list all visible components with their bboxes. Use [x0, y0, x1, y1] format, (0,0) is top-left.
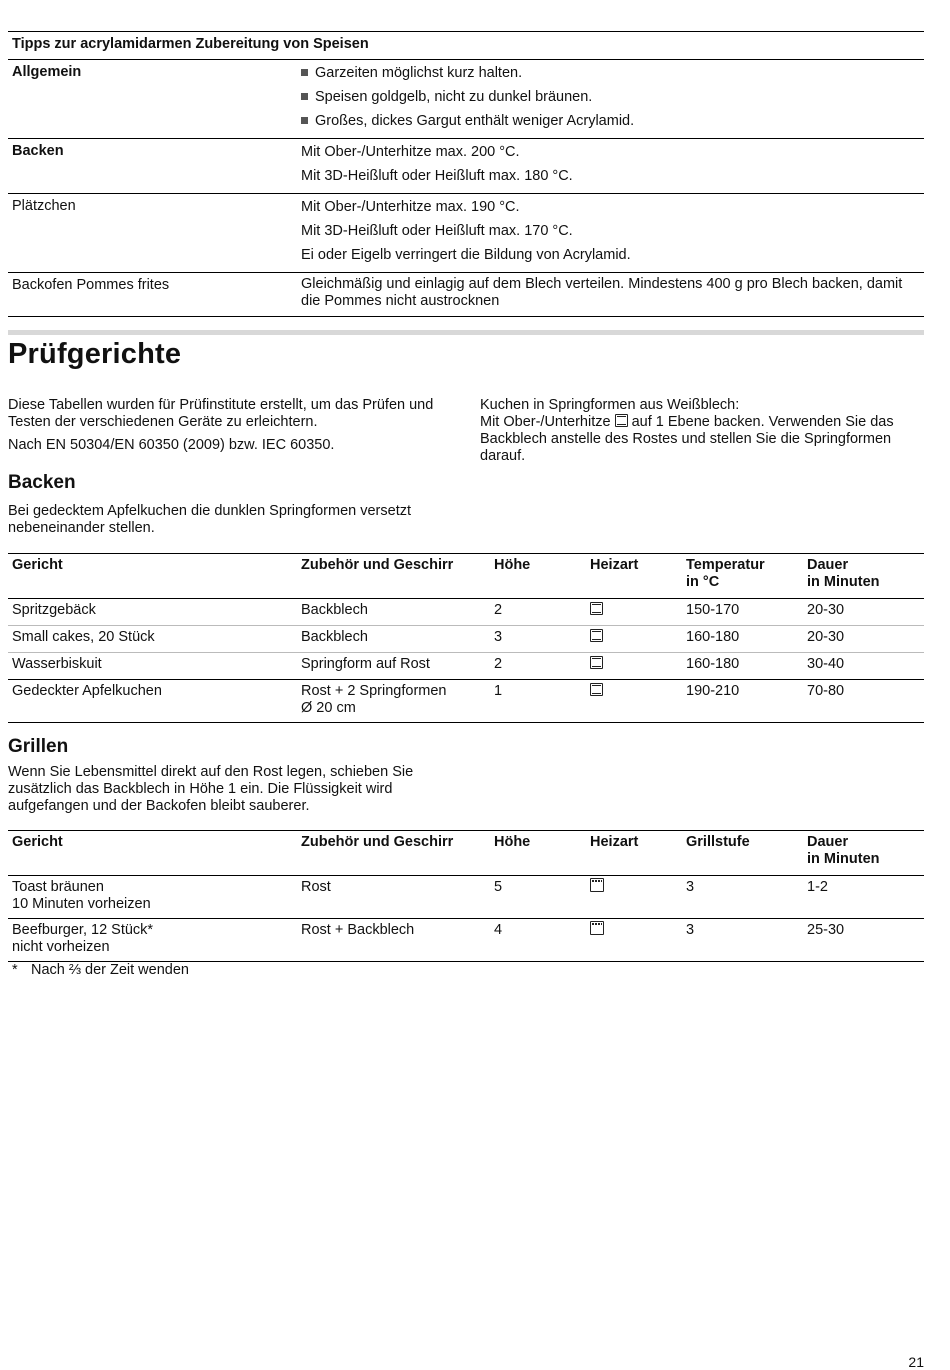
tips-line: Gleichmäßig und einlagig auf dem Blech verteilen. Mindestens 400 g pro Blech backen, damit die Pommes nicht austrocknen — [301, 276, 903, 309]
table-row — [8, 653, 924, 680]
backen-table — [8, 553, 924, 723]
grill-icon — [590, 921, 604, 935]
dish-cell: Beefburger, 12 Stück* nicht vorheizen — [12, 922, 154, 955]
column-header: Dauer in Minuten — [807, 834, 880, 867]
duration-cell: 30-40 — [807, 656, 845, 672]
springform-note-title: Kuchen in Springformen aus Weißblech: — [480, 397, 740, 413]
top-bottom-heat-icon — [590, 629, 603, 642]
intro-left-column — [8, 397, 458, 460]
column-header: Gericht — [12, 834, 63, 850]
duration-cell: 1-2 — [807, 879, 828, 895]
springform-note-body — [480, 414, 924, 465]
level-cell: 4 — [494, 922, 503, 938]
level-cell: 2 — [494, 602, 503, 618]
springform-note-part: Mit Ober-/Unterhitze — [480, 414, 611, 430]
top-bottom-heat-icon — [590, 602, 603, 615]
square-bullet-icon — [301, 93, 308, 100]
level-cell: 2 — [494, 656, 503, 672]
tips-line: Mit Ober-/Unterhitze max. 190 °C. — [301, 199, 520, 215]
table-row — [8, 680, 924, 722]
column-header: Temperatur in °C — [686, 557, 765, 590]
grill-level-cell: 3 — [686, 879, 695, 895]
column-header: Gericht — [12, 557, 63, 573]
tips-line: Mit 3D-Heißluft oder Heißluft max. 180 °C. — [301, 168, 573, 184]
table-header-row — [8, 554, 924, 599]
page-number: 21 — [908, 1354, 924, 1370]
footnote — [12, 962, 189, 979]
table-header-row — [8, 831, 924, 876]
column-header: Grillstufe — [686, 834, 750, 850]
heat-type-cell — [586, 919, 682, 961]
tips-table-title: Tipps zur acrylamidarmen Zubereitung von Speisen — [8, 32, 924, 60]
level-cell: 5 — [494, 879, 503, 895]
dish-cell: Wasserbiskuit — [12, 656, 102, 672]
column-header: Dauer in Minuten — [807, 557, 880, 590]
section-title: Prüfgerichte — [8, 338, 182, 370]
tips-row-label: Allgemein — [12, 64, 82, 80]
column-header: Heizart — [590, 834, 639, 850]
tips-line: Mit Ober-/Unterhitze max. 200 °C. — [301, 144, 520, 160]
tips-line: Mit 3D-Heißluft oder Heißluft max. 170 °C. — [301, 223, 573, 239]
heat-type-cell — [586, 653, 682, 679]
table-row — [8, 919, 924, 961]
tips-row-plaetzchen — [8, 194, 924, 273]
section-divider — [8, 330, 924, 335]
duration-cell: 25-30 — [807, 922, 845, 938]
temperature-cell: 160-180 — [686, 629, 740, 645]
footnote-mark: * — [12, 962, 18, 978]
intro-paragraph: Nach EN 50304/EN 60350 (2009) bzw. IEC 60350. — [8, 437, 335, 453]
square-bullet-icon — [301, 117, 308, 124]
column-header: Heizart — [590, 557, 639, 573]
column-header: Zubehör und Geschirr — [301, 557, 454, 573]
grillen-table — [8, 830, 924, 962]
tips-line: Großes, dickes Gargut enthält weniger Acrylamid. — [315, 113, 635, 129]
heat-type-cell — [586, 680, 682, 722]
dish-cell: Spritzgebäck — [12, 602, 96, 618]
tips-line: Garzeiten möglichst kurz halten. — [315, 65, 523, 81]
accessory-cell: Rost + Backblech — [301, 922, 415, 938]
column-header: Zubehör und Geschirr — [301, 834, 454, 850]
square-bullet-icon — [301, 69, 308, 76]
tips-row-label: Backen — [12, 143, 64, 159]
temperature-cell: 160-180 — [686, 656, 740, 672]
table-row — [8, 599, 924, 626]
level-cell: 3 — [494, 629, 503, 645]
intro-paragraph: Diese Tabellen wurden für Prüfinstitute erstellt, um das Prüfen und Testen der verschiedenen Geräte zu erleichtern. — [8, 397, 434, 430]
grill-icon — [590, 878, 604, 892]
intro-right-column — [480, 397, 924, 465]
temperature-cell: 150-170 — [686, 602, 740, 618]
top-bottom-heat-icon — [590, 656, 603, 669]
backen-text: Bei gedecktem Apfelkuchen die dunklen Springformen versetzt nebeneinander stellen. — [8, 503, 412, 536]
accessory-cell: Rost + 2 Springformen Ø 20 cm — [301, 683, 447, 716]
duration-cell: 70-80 — [807, 683, 845, 699]
tips-line: Speisen goldgelb, nicht zu dunkel bräunen. — [315, 89, 593, 105]
grillen-text: Wenn Sie Lebensmittel direkt auf den Rost legen, schieben Sie zusätzlich das Backblech in Höhe 1 ein. Die Flüssigkeit wird aufgefangen und der Backofen bleibt sauberer. — [8, 764, 414, 814]
grillen-heading: Grillen — [8, 736, 69, 757]
column-header: Höhe — [494, 834, 531, 850]
column-header: Höhe — [494, 557, 531, 573]
tips-row-allgemein — [8, 60, 924, 139]
temperature-cell: 190-210 — [686, 683, 740, 699]
tips-row-backen — [8, 139, 924, 194]
accessory-cell: Backblech — [301, 629, 368, 645]
tips-line: Ei oder Eigelb verringert die Bildung von Acrylamid. — [301, 247, 631, 263]
accessory-cell: Rost — [301, 879, 331, 895]
table-row — [8, 876, 924, 919]
tips-row-label: Backofen Pommes frites — [12, 277, 170, 293]
dish-cell: Gedeckter Apfelkuchen — [12, 683, 162, 699]
level-cell: 1 — [494, 683, 503, 699]
top-bottom-heat-icon — [615, 414, 628, 427]
top-bottom-heat-icon — [590, 683, 603, 696]
footnote-text: Nach ⅔ der Zeit wenden — [31, 962, 189, 978]
heat-type-cell — [586, 599, 682, 625]
accessory-cell: Backblech — [301, 602, 368, 618]
dish-cell: Small cakes, 20 Stück — [12, 629, 155, 645]
dish-cell: Toast bräunen 10 Minuten vorheizen — [12, 879, 151, 912]
heat-type-cell — [586, 876, 682, 918]
tips-row-pommes — [8, 273, 924, 316]
grill-level-cell: 3 — [686, 922, 695, 938]
acrylamide-tips-table — [8, 31, 924, 317]
tips-row-label: Plätzchen — [12, 198, 76, 214]
duration-cell: 20-30 — [807, 629, 845, 645]
springform-note-part: auf 1 Ebene backen. Verwenden Sie das Backblech anstelle des Rostes und stellen Sie die Springformen darauf. — [480, 414, 894, 464]
duration-cell: 20-30 — [807, 602, 845, 618]
accessory-cell: Springform auf Rost — [301, 656, 430, 672]
heat-type-cell — [586, 626, 682, 652]
table-row — [8, 626, 924, 653]
backen-heading: Backen — [8, 472, 76, 493]
